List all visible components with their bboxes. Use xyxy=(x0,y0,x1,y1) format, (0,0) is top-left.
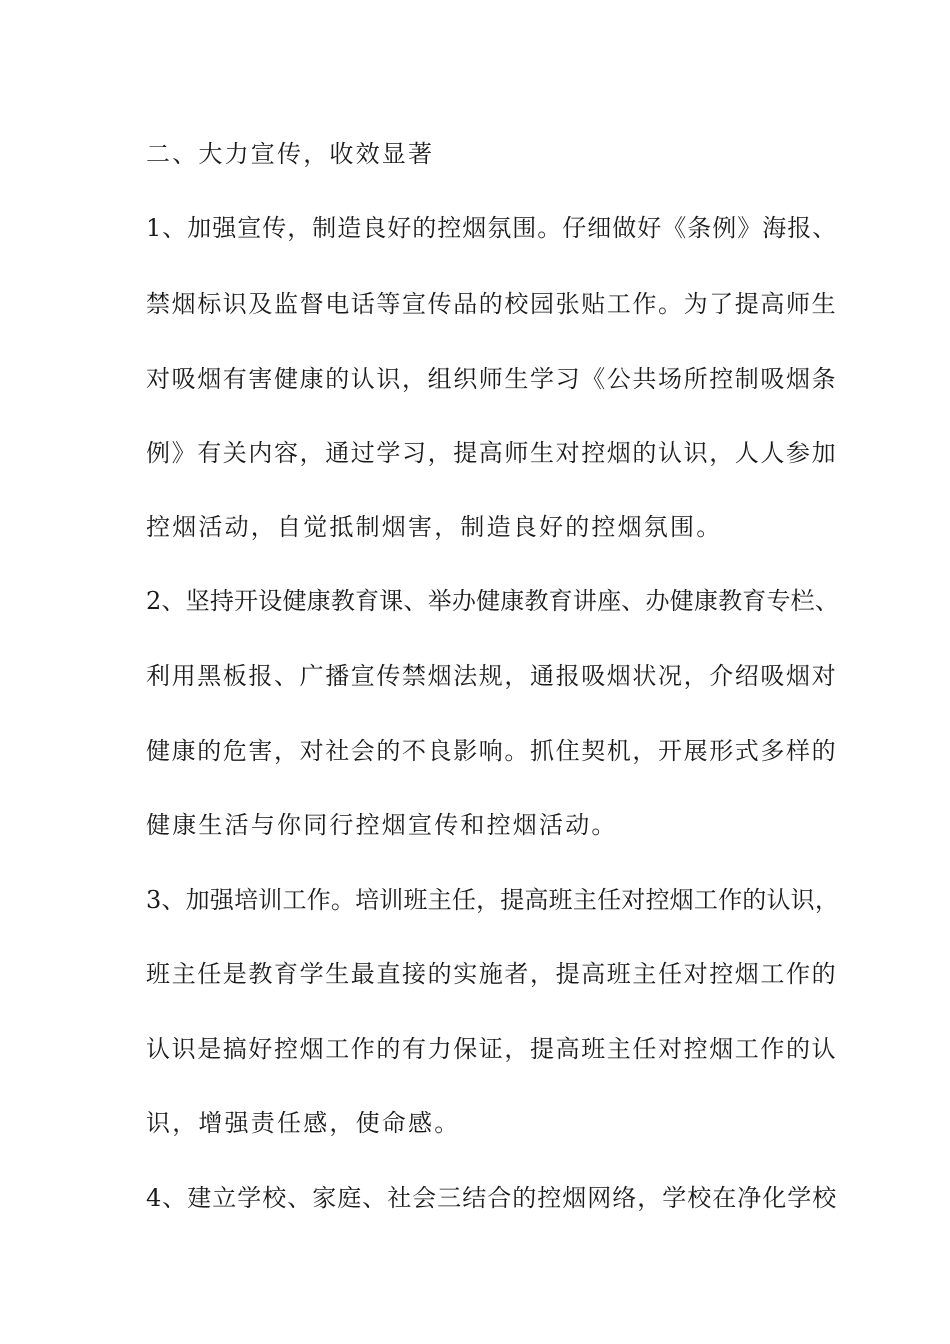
paragraph-line-12: 认识是搞好控烟工作的有力保证，提高班主任对控烟工作的认 xyxy=(146,1035,838,1063)
paragraph-line-5: 控烟活动，自觉抵制烟害，制造良好的控烟氛围。 xyxy=(146,513,723,541)
paragraph-line-9: 健康生活与你同行控烟宣传和控烟活动。 xyxy=(146,811,618,839)
paragraph-line-7: 利用黑板报、广播宣传禁烟法规，通报吸烟状况，介绍吸烟对 xyxy=(146,662,838,690)
paragraph-line-6: 2、坚持开设健康教育课、举办健康教育讲座、办健康教育专栏、 xyxy=(146,587,840,615)
paragraph-line-10: 3、加强培训工作。培训班主任，提高班主任对控烟工作的认识， xyxy=(146,886,840,914)
paragraph-line-8: 健康的危害，对社会的不良影响。抓住契机，开展形式多样的 xyxy=(146,737,838,765)
paragraph-line-2: 禁烟标识及监督电话等宣传品的校园张贴工作。为了提高师生 xyxy=(146,290,838,318)
paragraph-line-11: 班主任是教育学生最直接的实施者，提高班主任对控烟工作的 xyxy=(146,960,838,988)
paragraph-line-4: 例》有关内容，通过学习，提高师生对控烟的认识，人人参加 xyxy=(146,439,838,467)
paragraph-line-14: 4、建立学校、家庭、社会三结合的控烟网络，学校在净化学校 xyxy=(146,1184,838,1212)
paragraph-line-1: 1、加强宣传，制造良好的控烟氛围。仔细做好《条例》海报、 xyxy=(146,214,838,242)
paragraph-line-3: 对吸烟有害健康的认识，组织师生学习《公共场所控制吸烟条 xyxy=(146,365,838,393)
paragraph-line-13: 识，增强责任感，使命感。 xyxy=(146,1109,461,1137)
section-heading: 二、大力宣传，收效显著 xyxy=(146,140,435,168)
